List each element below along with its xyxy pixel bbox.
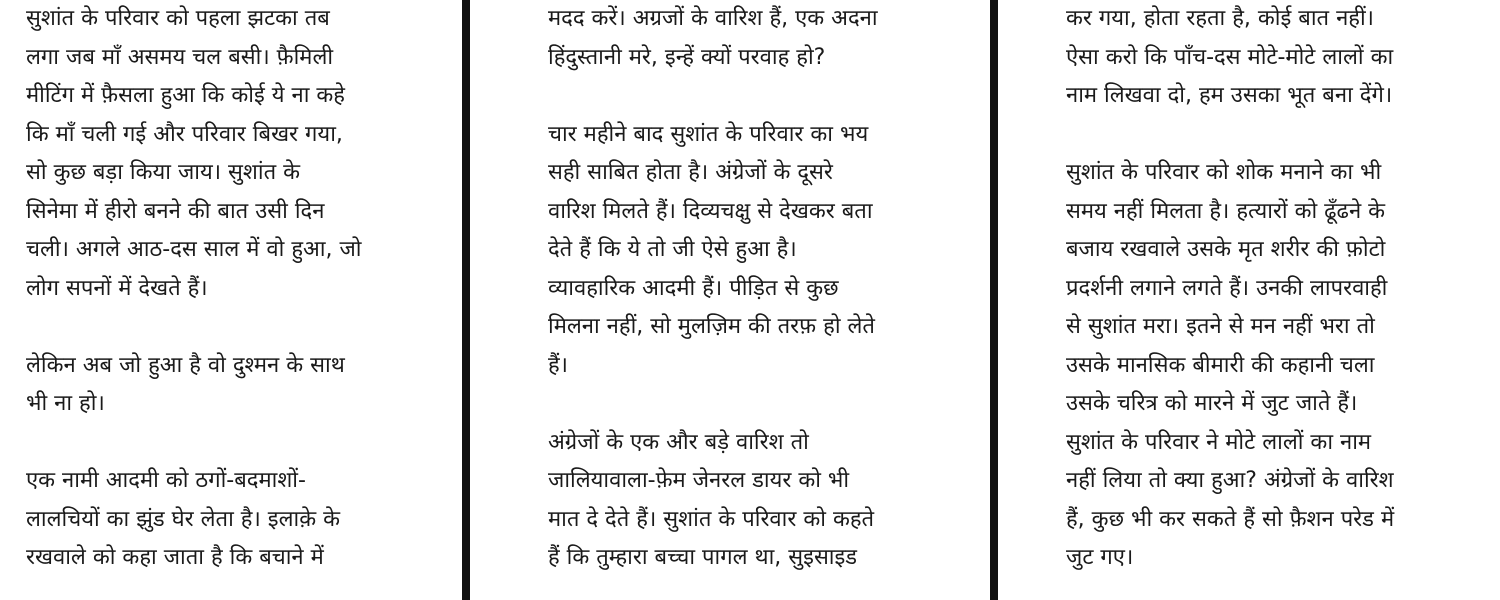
text-line: समय नहीं मिलता है। हत्यारों को ढूँढने के <box>1066 198 1386 224</box>
text-line: देते हैं कि ये तो जी ऐसे हुआ है। <box>548 237 797 262</box>
text-line: उसके चरित्र को मारने में जुट जाते हैं। <box>1066 391 1358 416</box>
text-line: सुशांत के परिवार ने मोटे लालों का नाम <box>1066 429 1372 455</box>
text-line: एक नामी आदमी को ठगों-बदमाशों- <box>26 468 306 493</box>
text-line: हिंदुस्तानी मरे, इन्हें क्यों परवाह हो? <box>548 44 826 70</box>
text-line: प्रदर्शनी लगाने लगते हैं। उनकी लापरवाही <box>1066 275 1388 301</box>
paragraph <box>26 0 446 308</box>
text-line: सिनेमा में हीरो बनने की बात उसी दिन <box>26 198 325 224</box>
paragraph <box>1066 154 1486 578</box>
column-divider <box>462 0 470 600</box>
paragraph <box>1066 0 1486 116</box>
text-line: मीटिंग में फ़ैसला हुआ कि कोई ये ना कहे <box>26 83 345 108</box>
text-line: उसके मानसिक बीमारी की कहानी चला <box>1066 352 1375 378</box>
text-line: चली। अगले आठ-दस साल में वो हुआ, जो <box>26 237 362 262</box>
text-line: बजाय रखवाले उसके मृत शरीर की फ़ोटो <box>1066 237 1386 262</box>
paragraph-gap <box>548 77 968 116</box>
text-line: मिलना नहीं, सो मुलज़िम की तरफ़ हो लेते <box>548 314 875 339</box>
text-line: कि माँ चली गई और परिवार बिखर गया, <box>26 121 343 147</box>
paragraph-gap <box>548 385 968 424</box>
text-line: मात दे देते हैं। सुशांत के परिवार को कहते <box>548 506 875 532</box>
text-line: अंग्रेजों के एक और बड़े वारिश तो <box>548 429 809 455</box>
text-line: जालियावाला-फ़ेम जेनरल डायर को भी <box>548 468 850 493</box>
paragraph <box>26 347 446 424</box>
text-line: कर गया, होता रहता है, कोई बात नहीं। <box>1066 6 1375 31</box>
text-line: लेकिन अब जो हुआ है वो दुश्मन के साथ <box>26 352 345 378</box>
paragraph-gap <box>1066 116 1486 155</box>
text-line: व्यावहारिक आदमी हैं। पीड़ित से कुछ <box>548 275 839 301</box>
text-line: हैं, कुछ भी कर सकते हैं सो फ़ैशन परेड में <box>1066 506 1395 532</box>
paragraph <box>548 116 968 386</box>
text-line: वारिश मिलते हैं। दिव्यचक्षु से देखकर बता <box>548 198 873 224</box>
paragraph <box>26 462 446 578</box>
text-line: हैं कि तुम्हारा बच्चा पागल था, सुइसाइड <box>548 545 858 570</box>
text-column-3 <box>1066 0 1486 600</box>
text-column-2 <box>548 0 968 600</box>
text-line: सुशांत के परिवार को पहला झटका तब <box>26 6 330 31</box>
text-line: लोग सपनों में देखते हैं। <box>26 275 208 301</box>
text-line: हैं। <box>548 352 569 378</box>
text-line: जुट गए। <box>1066 545 1134 570</box>
paragraph <box>548 424 968 578</box>
paragraph-gap <box>26 424 446 463</box>
text-line: मदद करें। अग्रजों के वारिश हैं, एक अदना <box>548 6 878 31</box>
column-divider <box>990 0 998 600</box>
text-line: लगा जब माँ असमय चल बसी। फ़ैमिली <box>26 44 334 70</box>
text-line: नाम लिखवा दो, हम उसका भूत बना देंगे। <box>1066 83 1393 108</box>
text-line: नहीं लिया तो क्या हुआ? अंग्रेजों के वारिश <box>1066 468 1394 493</box>
text-line: सुशांत के परिवार को शोक मनाने का भी <box>1066 160 1382 185</box>
text-line: रखवाले को कहा जाता है कि बचाने में <box>26 545 324 570</box>
text-line: लालचियों का झुंड घेर लेता है। इलाक़े के <box>26 506 340 532</box>
text-line: चार महीने बाद सुशांत के परिवार का भय <box>548 121 869 147</box>
text-line: सो कुछ बड़ा किया जाय। सुशांत के <box>26 160 301 185</box>
paragraph-gap <box>26 308 446 347</box>
text-line: ऐसा करो कि पाँच-दस मोटे-मोटे लालों का <box>1066 44 1394 70</box>
text-line: सही साबित होता है। अंग्रेजों के दूसरे <box>548 160 833 185</box>
text-line: से सुशांत मरा। इतने से मन नहीं भरा तो <box>1066 314 1375 339</box>
text-line: भी ना हो। <box>26 391 105 416</box>
text-column-1 <box>26 0 446 600</box>
paragraph <box>548 0 968 77</box>
